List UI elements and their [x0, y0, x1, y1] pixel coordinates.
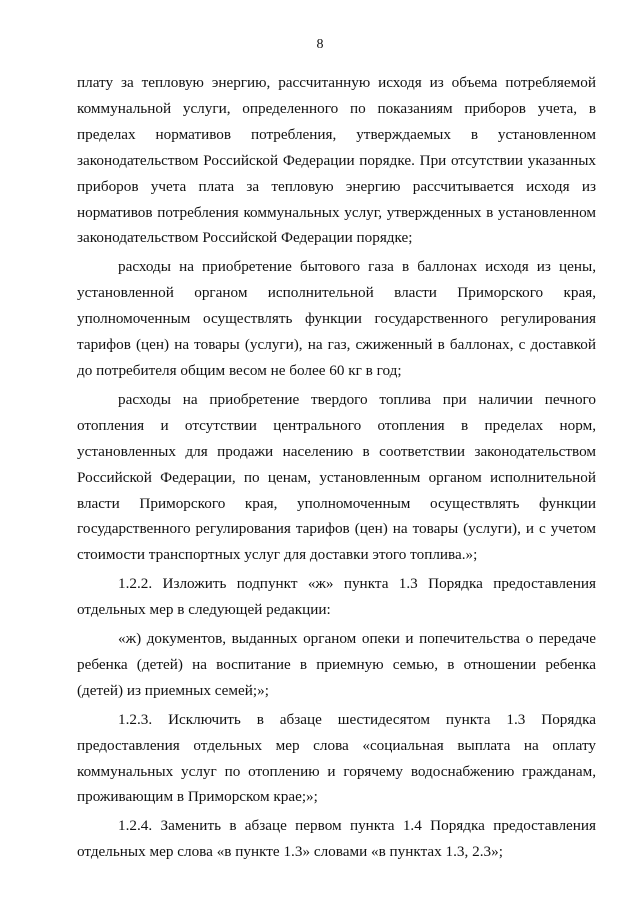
paragraph-heat-energy-payment: плату за тепловую энергию, рассчитанную исходя из объема потребляемой коммунальной услуги, определенного по показаниям приборов учета, в пределах нормативов потребления, утверждаемых в установленном законодательством Российской Федерации порядке. При отсутствии указанных приборов учета плата за тепловую энергию рассчитывается исходя из нормативов потребления коммунальных услуг, утвержденных в установленном законодательством Российской Федерации порядке;: [77, 74, 596, 247]
document-body: [77, 70, 596, 865]
paragraph-gas-cylinders: расходы на приобретение бытового газа в баллонах исходя из цены, установленной органом исполнительной власти Приморского края, уполномоченным осуществлять функции государственного регулирования тарифов (цен) на товары (услуги), на газ, сжиженный в баллонах, с доставкой до потребителя общим весом не более 60 кг в год;: [77, 258, 596, 379]
page-number: 8: [316, 37, 324, 52]
paragraph-1-2-4: 1.2.4. Заменить в абзаце первом пункта 1.4 Порядка предоставления отдельных мер слова «в пункте 1.3» словами «в пунктах 1.3, 2.3»;: [77, 817, 596, 861]
paragraph-1-2-3: 1.2.3. Исключить в абзаце шестидесятом пункта 1.3 Порядка предоставления отдельных мер слова «социальная выплата на оплату коммунальных услуг по отоплению и горячему водоснабжению гражданам, проживающим в Приморском крае;»;: [77, 710, 596, 806]
paragraph-solid-fuel: расходы на приобретение твердого топлива при наличии печного отопления и отсутствии центрального отопления в пределах норм, установленных для продажи населению в соответствии законодательством Российской Федерации, по ценам, установленным органом исполнительной власти Приморского края, уполномоченным осуществлять функции государственного регулирования тарифов (цен) на товары (услуги), и с учетом стоимости транспортных услуг для доставки этого топлива.»;: [77, 390, 596, 564]
paragraph-1-2-2: 1.2.2. Изложить подпункт «ж» пункта 1.3 Порядка предоставления отдельных мер в следующей редакции:: [77, 575, 596, 619]
paragraph-subpoint-zh: «ж) документов, выданных органом опеки и попечительства о передаче ребенка (детей) на воспитание в приемную семью, в отношении ребенка (детей) из приемных семей;»;: [77, 630, 596, 699]
